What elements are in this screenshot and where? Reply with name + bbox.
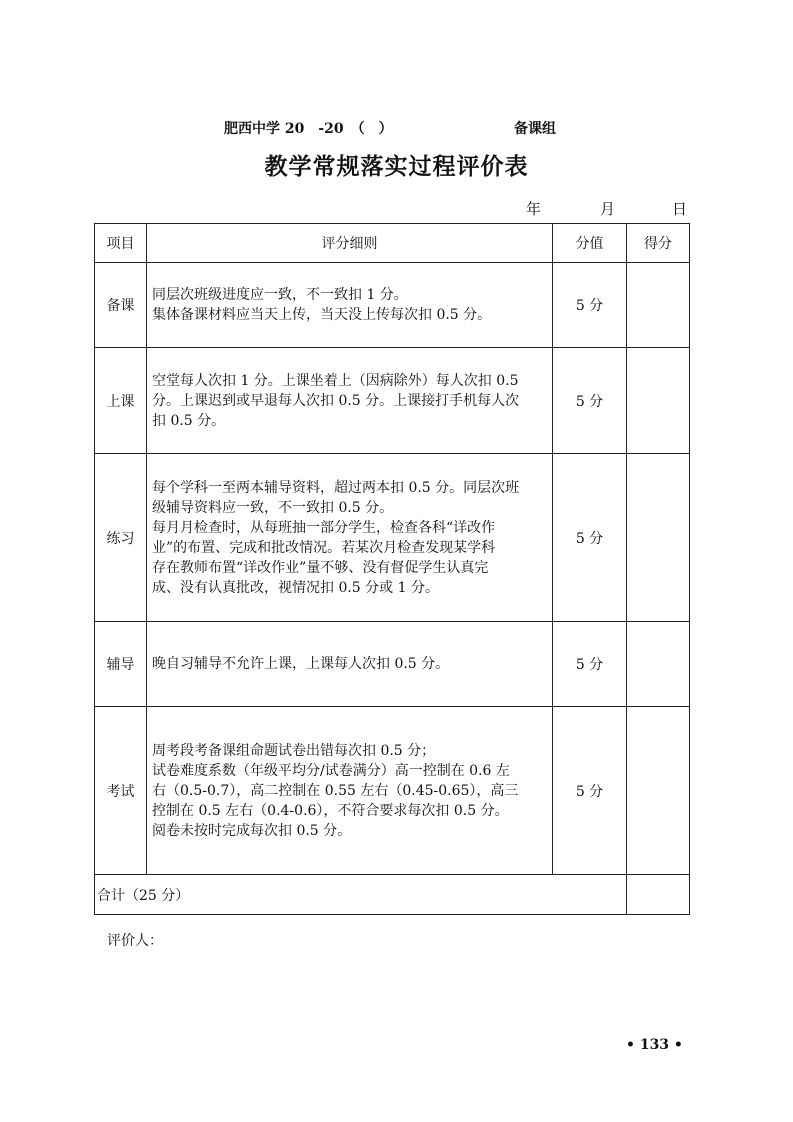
row-score: 5 分: [553, 348, 627, 454]
header-detail: 评分细则: [147, 224, 553, 263]
detail-line: 右（0.5-0.7），高二控制在 0.55 左右（0.45-0.65），高三: [152, 782, 519, 799]
detail-line: 每月月检查时，从每班抽一部分学生，检查各科“详改作: [152, 519, 496, 536]
row-score: 5 分: [553, 454, 627, 622]
header-item: 项目: [95, 224, 147, 263]
total-row: [95, 875, 690, 915]
lesson-prep-group-label: 备课组: [514, 121, 556, 137]
row-detail: [147, 348, 553, 454]
table-row: [95, 707, 690, 875]
total-label: 合计（25 分）: [95, 875, 627, 915]
school-year-header: 肥西中学 20 -20 （ ）: [224, 121, 393, 137]
date-year-label: 年: [526, 200, 542, 218]
row-item: 辅导: [95, 622, 147, 707]
date-day-label: 日: [672, 200, 688, 218]
row-detail: [147, 622, 553, 707]
row-earned-cell[interactable]: [627, 454, 690, 622]
detail-line: 成、没有认真批改，视情况扣 0.5 分或 1 分。: [152, 579, 439, 596]
evaluation-table: [94, 223, 690, 915]
page-title: 教学常规落实过程评价表: [264, 153, 529, 180]
detail-line: 同层次班级进度应一致，不一致扣 1 分。: [152, 287, 408, 303]
row-detail: [147, 263, 553, 348]
header-score: 分值: [553, 224, 627, 263]
detail-line: 每个学科一至两本辅导资料，超过两本扣 0.5 分。同层次班: [152, 479, 520, 496]
page-number: • 133 •: [626, 1037, 683, 1053]
evaluator-label: 评价人：: [107, 933, 163, 949]
detail-line: 控制在 0.5 左右（0.4-0.6），不符合要求每次扣 0.5 分。: [152, 802, 509, 819]
row-earned-cell[interactable]: [627, 263, 690, 348]
row-item: 练习: [95, 454, 147, 622]
row-earned-cell[interactable]: [627, 707, 690, 875]
table-row: [95, 622, 690, 707]
row-score: 5 分: [553, 707, 627, 875]
row-detail: [147, 454, 553, 622]
row-earned-cell[interactable]: [627, 622, 690, 707]
detail-line: 集体备课材料应当天上传，当天没上传每次扣 0.5 分。: [152, 307, 492, 323]
header-earned: 得分: [627, 224, 690, 263]
detail-line: 级辅导资料应一致，不一致扣 0.5 分。: [152, 499, 394, 516]
row-item: 上课: [95, 348, 147, 454]
row-earned-cell[interactable]: [627, 348, 690, 454]
row-score: 5 分: [553, 622, 627, 707]
detail-line: 阅卷未按时完成每次扣 0.5 分。: [152, 822, 352, 839]
detail-line: 分。上课迟到或早退每人次扣 0.5 分。上课接打手机每人次: [152, 392, 520, 409]
row-item: 考试: [95, 707, 147, 875]
total-earned-cell[interactable]: [627, 875, 690, 915]
detail-line: 存在教师布置“详改作业”量不够、没有督促学生认真完: [152, 559, 489, 576]
table-header-row: [95, 224, 690, 263]
row-item: 备课: [95, 263, 147, 348]
detail-line: 空堂每人次扣 1 分。上课坐着上（因病除外）每人次扣 0.5: [152, 372, 519, 389]
table-row: [95, 454, 690, 622]
detail-line: 试卷难度系数（年级平均分/试卷满分）高一控制在 0.6 左: [152, 762, 510, 779]
detail-line: 晚自习辅导不允许上课，上课每人次扣 0.5 分。: [152, 656, 450, 672]
table-row: [95, 263, 690, 348]
detail-line: 业”的布置、完成和批改情况。若某次月检查发现某学科: [152, 539, 496, 556]
row-detail: [147, 707, 553, 875]
row-score: 5 分: [553, 263, 627, 348]
table-row: [95, 348, 690, 454]
detail-line: 周考段考备课组命题试卷出错每次扣 0.5 分；: [152, 742, 436, 759]
detail-line: 扣 0.5 分。: [152, 412, 226, 429]
date-month-label: 月: [600, 200, 616, 218]
